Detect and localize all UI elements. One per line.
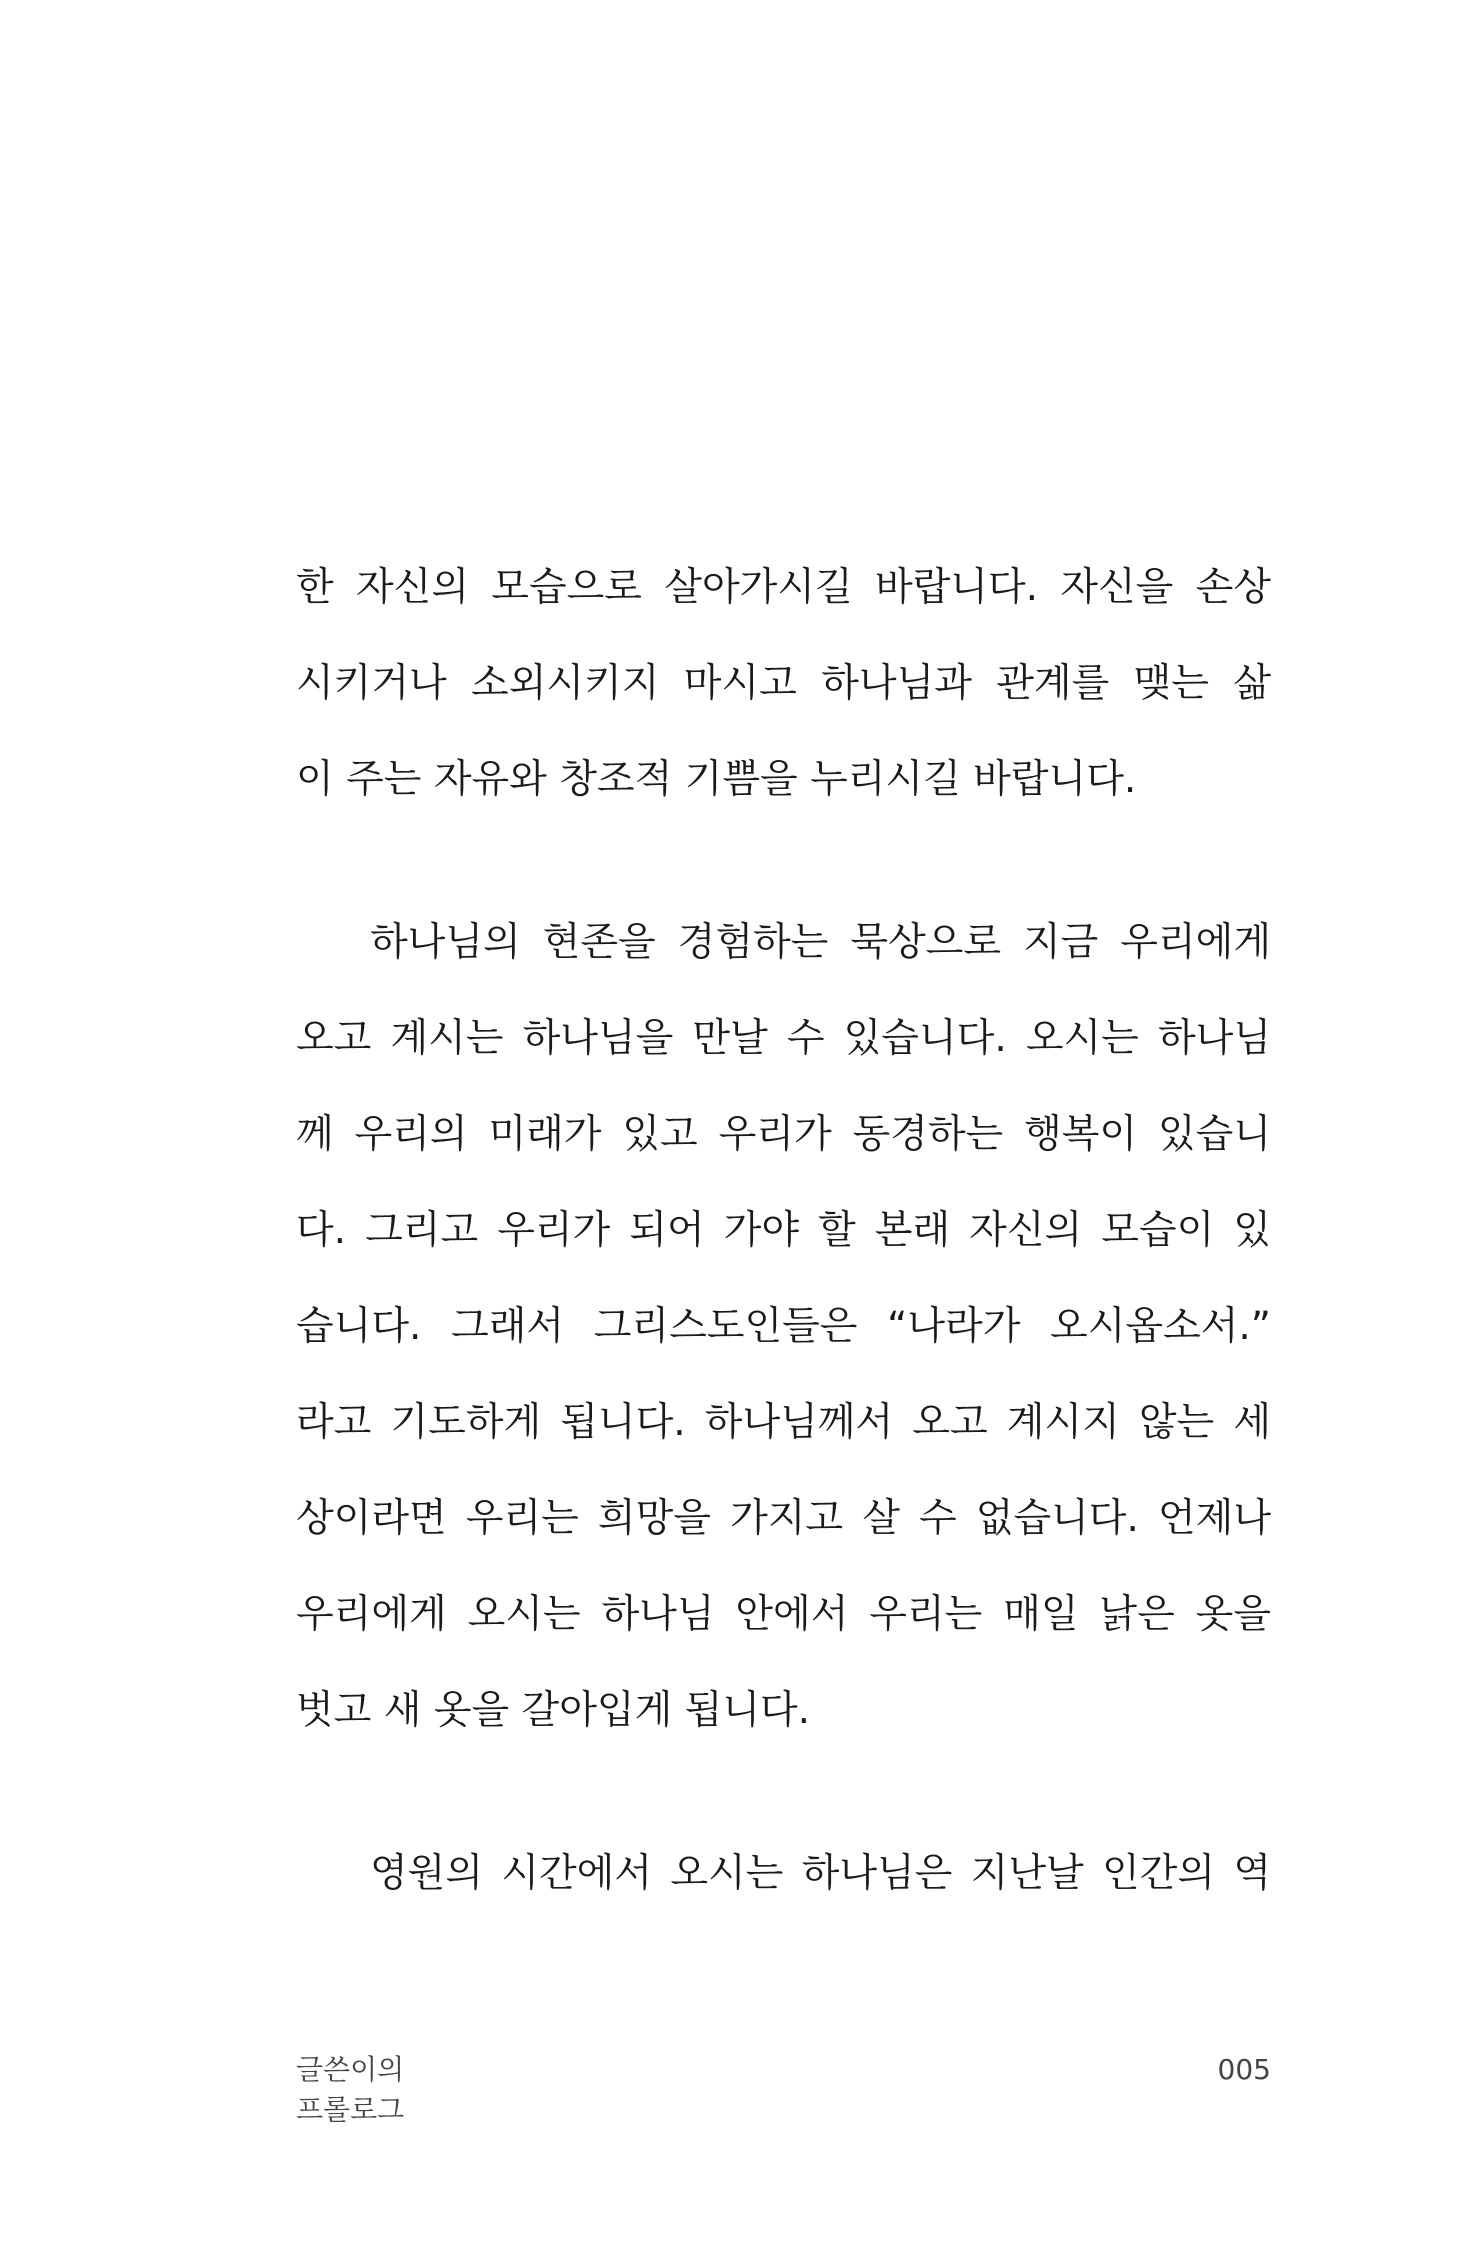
text-line: 오고 계시는 하나님을 만날 수 있습니다. 오시는 하나님 bbox=[296, 1016, 1271, 1061]
text-line: 벗고 새 옷을 갈아입게 됩니다. bbox=[296, 1688, 811, 1733]
text-line: 시키거나 소외시키지 마시고 하나님과 관계를 맺는 삶 bbox=[296, 661, 1271, 706]
text-line: 상이라면 우리는 희망을 가지고 살 수 없습니다. 언제나 bbox=[296, 1496, 1271, 1541]
text-line: 습니다. 그래서 그리스도인들은 “나라가 오시옵소서.” bbox=[296, 1304, 1271, 1349]
text-line: 께 우리의 미래가 있고 우리가 동경하는 행복이 있습니 bbox=[296, 1112, 1271, 1157]
paragraph-1 bbox=[296, 555, 1271, 843]
text-line: 다. 그리고 우리가 되어 가야 할 본래 자신의 모습이 있 bbox=[296, 1208, 1271, 1253]
paragraph-gap bbox=[296, 1774, 1271, 1841]
paragraph-gap bbox=[296, 843, 1271, 910]
text-line: 영원의 시간에서 오시는 하나님은 지난날 인간의 역 bbox=[370, 1851, 1271, 1896]
page-number: 005 bbox=[1217, 2053, 1271, 2086]
running-footer-section-title bbox=[296, 2050, 404, 2130]
text-line: 하나님의 현존을 경험하는 묵상으로 지금 우리에게 bbox=[370, 920, 1271, 965]
section-title-line: 프롤로그 bbox=[296, 2093, 405, 2126]
body-text bbox=[296, 555, 1271, 1937]
section-title-line: 글쓴이의 bbox=[296, 2053, 405, 2086]
paragraph-2 bbox=[296, 910, 1271, 1774]
text-line: 우리에게 오시는 하나님 안에서 우리는 매일 낡은 옷을 bbox=[296, 1592, 1271, 1637]
text-line: 한 자신의 모습으로 살아가시길 바랍니다. 자신을 손상 bbox=[296, 565, 1271, 610]
text-line: 라고 기도하게 됩니다. 하나님께서 오고 계시지 않는 세 bbox=[296, 1400, 1271, 1445]
text-line: 이 주는 자유와 창조적 기쁨을 누리시길 바랍니다. bbox=[296, 757, 1137, 802]
paragraph-3 bbox=[296, 1841, 1271, 1937]
